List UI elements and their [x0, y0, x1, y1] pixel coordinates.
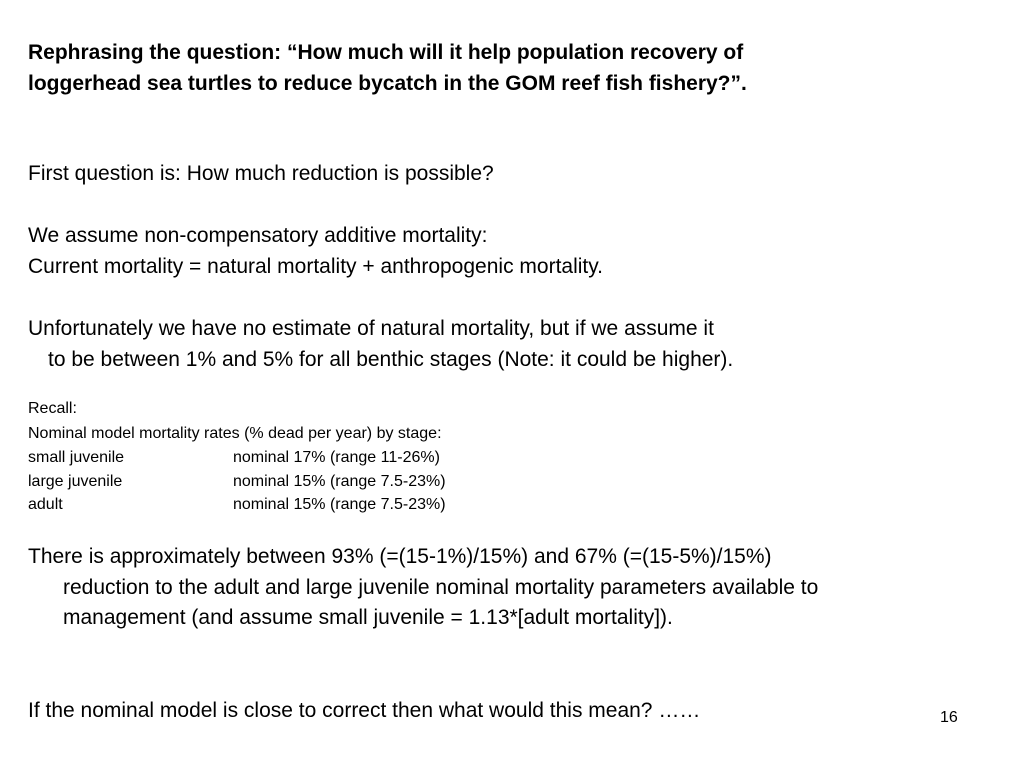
title-line-1: Rephrasing the question: “How much will it help population recovery of [28, 41, 744, 64]
stage-name: adult [28, 496, 63, 513]
title-line-2: loggerhead sea turtles to reduce bycatch in the GOM reef fish fishery?”. [28, 72, 747, 95]
stage-row-adult [28, 495, 446, 515]
assumption-line-1: We assume non-compensatory additive mortality: [28, 224, 488, 247]
natural-mortality-line-2: to be between 1% and 5% for all benthic stages (Note: it could be higher). [48, 348, 734, 371]
reduction-line-2: reduction to the adult and large juvenile nominal mortality parameters available to [63, 576, 819, 599]
reduction-line-1: There is approximately between 93% (=(15-1%)/15%) and 67% (=(15-5%)/15%) [28, 545, 772, 568]
recall-label: Recall: [28, 400, 77, 417]
first-question-text: First question is: How much reduction is possible? [28, 162, 494, 185]
final-question-text: If the nominal model is close to correct then what would this mean? …… [28, 699, 701, 722]
nominal-rates-header: Nominal model mortality rates (% dead per year) by stage: [28, 425, 442, 442]
reduction-line-3: management (and assume small juvenile = 1.13*[adult mortality]). [63, 606, 673, 629]
stage-rate: nominal 15% (range 7.5-23%) [233, 496, 446, 513]
slide-title [28, 37, 988, 99]
stage-row-small-juvenile [28, 448, 440, 468]
stage-row-large-juvenile [28, 472, 446, 492]
stage-rate: nominal 17% (range 11-26%) [233, 449, 440, 466]
assumption-line-2: Current mortality = natural mortality + anthropogenic mortality. [28, 255, 604, 278]
stage-rate: nominal 15% (range 7.5-23%) [233, 473, 446, 490]
natural-mortality-line-1: Unfortunately we have no estimate of natural mortality, but if we assume it [28, 317, 714, 340]
stage-name: small juvenile [28, 449, 125, 466]
stage-name: large juvenile [28, 473, 123, 490]
page-number: 16 [940, 709, 958, 726]
